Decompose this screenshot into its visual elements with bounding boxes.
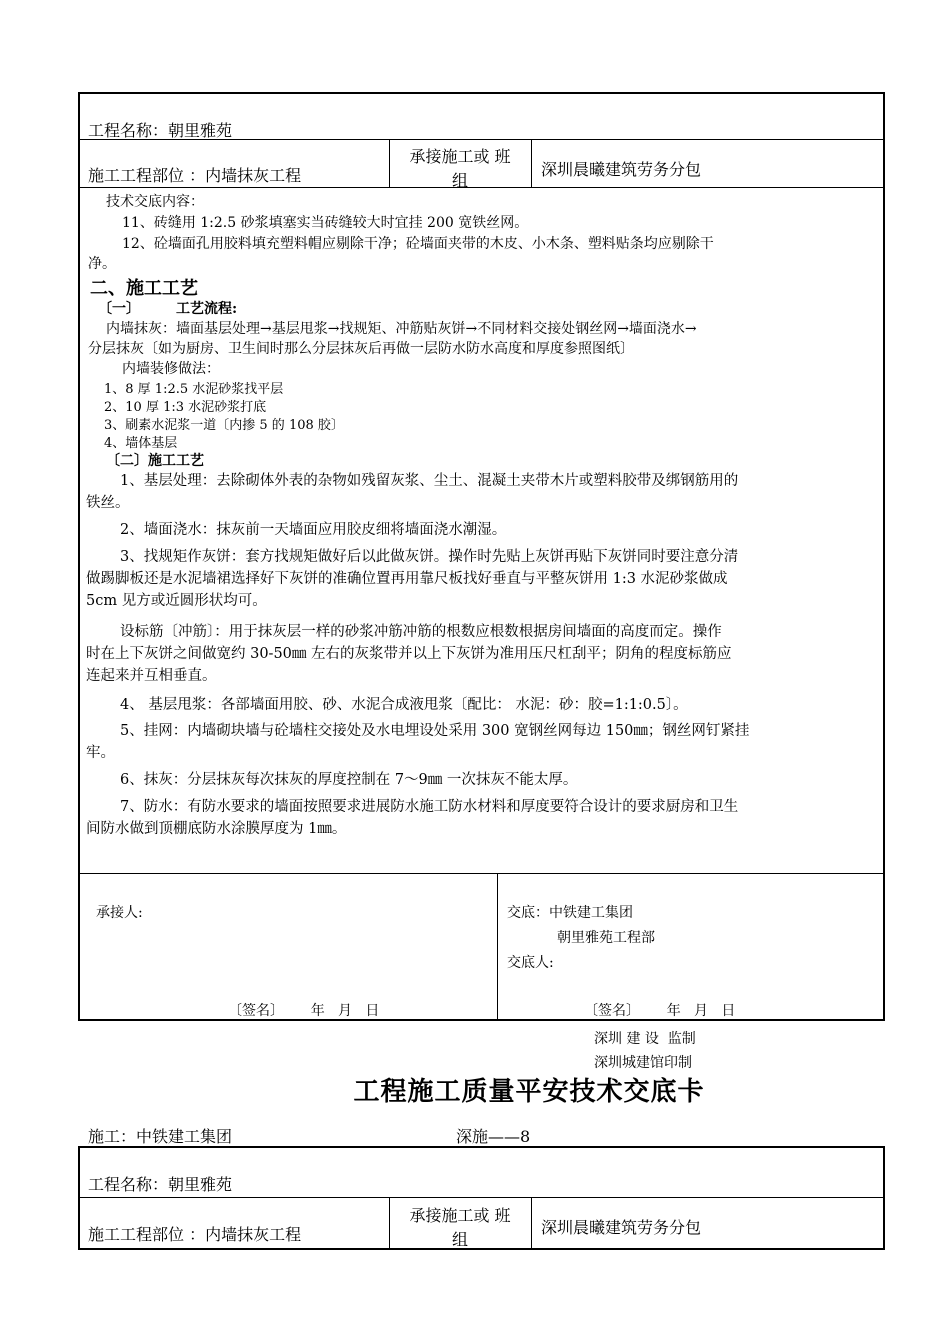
sub-section-1-title: 工艺流程: <box>176 301 238 317</box>
paragraph-line: 4、 基层甩浆：各部墙面用胶、砂、水泥合成液甩浆〔配比： 水泥：砂：胶=1:1:0.5〕。 <box>120 697 688 713</box>
paragraph-line: 5cm 见方或近圆形状均可。 <box>86 593 267 609</box>
footer-supervise: 深圳 建 设 监制 <box>594 1031 696 1047</box>
footer-print: 深圳城建馆印制 <box>594 1055 692 1071</box>
paragraph-line: 设标筋〔冲筋〕：用于抹灰层一样的砂浆冲筋冲筋的根数应根数根据房间墙面的高度而定。操作 <box>120 624 722 640</box>
card1-contractor-value: 深圳晨曦建筑劳务分包 <box>541 160 702 179</box>
paragraph-line: 7、防水：有防水要求的墙面按照要求进展防水施工防水材料和厚度要符合设计的要求厨房和卫生 <box>120 799 739 815</box>
briefer-person-label: 交底人: <box>507 955 554 971</box>
finish-item: 1、8 厚 1:2.5 水泥砂浆找平层 <box>104 382 284 397</box>
paragraph-line: 5、挂网：内墙砌块墙与砼墙柱交接处及水电埋设处采用 300 宽钢丝网每边 150㎜；钢丝网钉紧挂 <box>120 723 750 739</box>
flow-line-1: 内墙抹灰：墙面基层处理→基层甩浆→找规矩、冲筋贴灰饼→不同材料交接处钢丝网→墙面浇水→ <box>106 321 697 337</box>
briefer-org: 交底：中铁建工集团 <box>507 905 633 921</box>
content-item-12: 12、砼墙面孔用胶料填充塑料帽应剔除干净；砼墙面夹带的木皮、小木条、塑料贴条均应剔除干 <box>122 236 714 252</box>
finish-item: 3、刷素水泥浆一道〔内掺 5 的 108 胶〕 <box>104 418 344 433</box>
flow-line-2: 分层抹灰〔如为厨房、卫生间时那么分层抹灰后再做一层防水防水高度和厚度参照图纸〕 <box>88 341 634 357</box>
paragraph <box>86 769 878 791</box>
card2-code: 深施——8 <box>456 1127 531 1146</box>
paragraph-line: 2、墙面浇水：抹灰前一天墙面应用胶皮细将墙面浇水潮湿。 <box>120 522 507 538</box>
card2-col-divider <box>531 1197 532 1248</box>
card2-title: 工程施工质量平安技术交底卡 <box>353 1077 705 1107</box>
paragraph-line: 6、抹灰：分层抹灰每次抹灰的厚度控制在 7～9㎜ 一次抹灰不能太厚。 <box>120 772 578 788</box>
sub-section-2-title: 〔二〕施工工艺 <box>106 453 204 469</box>
paragraph <box>86 720 878 764</box>
briefer-dept: 朝里雅苑工程部 <box>557 930 655 946</box>
paragraph-line: 牢。 <box>86 745 115 761</box>
card2-contractor-value: 深圳晨曦建筑劳务分包 <box>541 1218 702 1237</box>
card1-project-name: 工程名称：朝里雅苑 <box>88 121 233 140</box>
card2-contractor-label-2: 组 <box>451 1230 468 1249</box>
paragraph-line: 铁丝。 <box>86 495 130 511</box>
paragraph <box>86 694 878 716</box>
paragraph-line: 做踢脚板还是水泥墙裙选择好下灰饼的准确位置再用靠尺板找好垂直与平整灰饼用 1:3 水泥砂浆做成 <box>86 571 728 587</box>
paragraph <box>86 546 878 612</box>
paragraph <box>86 796 878 840</box>
content-item-12-cont: 净。 <box>88 256 116 272</box>
content-item-11: 11、砖缝用 1:2.5 砂浆填塞实当砖缝较大时宜挂 200 宽铁丝网。 <box>122 215 529 231</box>
paragraph-line: 1、基层处理：去除砌体外表的杂物如残留灰浆、尘土、混凝土夹带木片或塑料胶带及绑钢筋用的 <box>120 473 739 489</box>
receiver-label: 承接人: <box>96 905 143 921</box>
finish-item: 4、墙体基层 <box>104 436 178 451</box>
signature-divider <box>79 873 884 874</box>
card2-part: 施工工程部位 ：内墙抹灰工程 <box>88 1225 302 1244</box>
section-title: 二、施工工艺 <box>90 278 198 299</box>
card2-project-name: 工程名称：朝里雅苑 <box>88 1175 233 1194</box>
card2-contractor-label-1: 承接施工或 班 <box>409 1206 511 1225</box>
finish-item: 2、10 厚 1:3 水泥砂浆打底 <box>104 400 267 415</box>
card1-part: 施工工程部位 ：内墙抹灰工程 <box>88 166 302 185</box>
sign-date-right: 〔签名〕 年 月 日 <box>584 1003 736 1019</box>
paragraph <box>86 470 878 514</box>
card1-divider <box>79 187 884 188</box>
card1-col-divider <box>531 139 532 187</box>
paragraph-line: 连起来并互相垂直。 <box>86 668 217 684</box>
content-heading: 技术交底内容： <box>106 194 204 210</box>
paragraph <box>86 621 878 687</box>
card1-divider <box>79 139 884 140</box>
signature-col-divider <box>497 873 498 1020</box>
card1-contractor-label-2: 组 <box>451 171 468 190</box>
sub-section-1-prefix: 〔一〕 <box>98 301 140 317</box>
paragraph-line: 3、找规矩作灰饼：套方找规矩做好后以此做灰饼。操作时先贴上灰饼再贴下灰饼同时要注意分清 <box>120 549 739 565</box>
card1-contractor-label-1: 承接施工或 班 <box>409 147 511 166</box>
card2-divider <box>79 1197 884 1198</box>
paragraph-line: 时在上下灰饼之间做宽约 30-50㎜ 左右的灰浆带并以上下灰饼为准用压尺杠刮平；阴角的程度标筋应 <box>86 646 732 662</box>
paragraph-line: 间防水做到顶棚底防水涂膜厚度为 1㎜。 <box>86 821 347 837</box>
card2-construction: 施工：中铁建工集团 <box>88 1127 233 1146</box>
paragraph <box>86 519 878 541</box>
sign-date-left: 〔签名〕 年 月 日 <box>228 1003 380 1019</box>
finish-title: 内墙装修做法： <box>122 361 220 377</box>
